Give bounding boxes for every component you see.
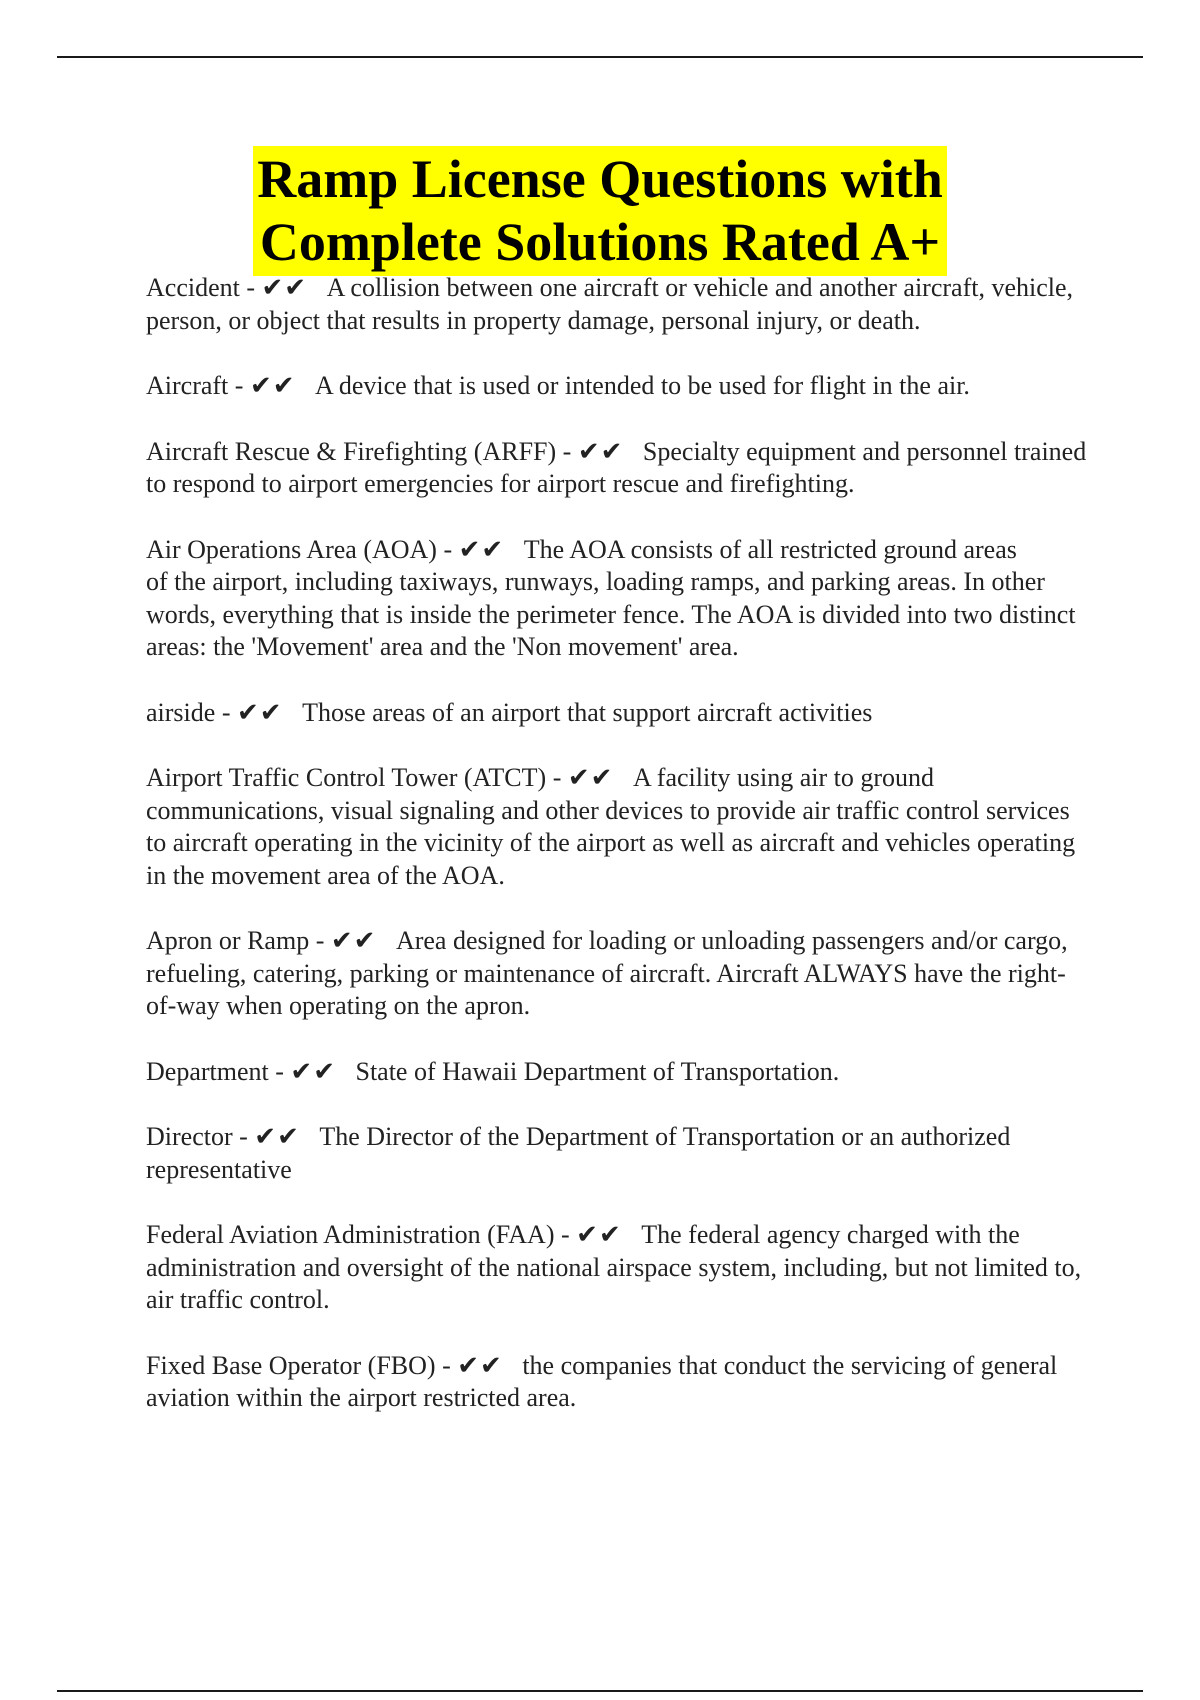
double-check-icon: ✔✔ (249, 371, 296, 400)
page-title (253, 146, 947, 276)
entry-term: Airport Traffic Control Tower (ATCT) (146, 763, 547, 792)
entry-term: Federal Aviation Administration (FAA) (146, 1220, 555, 1249)
entry-definition: A device that is used or intended to be used for flight in the air. (315, 371, 970, 400)
glossary-entry (146, 697, 1096, 730)
glossary-entry (146, 1121, 1096, 1186)
entry-definition: Specialty equipment and personnel trained to respond to airport emergencies for airport rescue and firefighting. (146, 436, 1087, 498)
entry-term: Fixed Base Operator (FBO) (146, 1350, 436, 1380)
glossary-entry (146, 370, 1096, 403)
entry-separator: - (268, 1056, 291, 1086)
bottom-rule (57, 1690, 1143, 1692)
entry-separator: - (228, 371, 250, 400)
entry-definition: State of Hawaii Department of Transportation. (355, 1056, 840, 1086)
entry-separator: - (436, 534, 459, 564)
entry-separator: - (554, 1220, 577, 1249)
double-check-icon: ✔✔ (290, 1056, 336, 1086)
glossary-entry (146, 1056, 1096, 1089)
glossary-entry (146, 762, 1096, 892)
glossary-entry (146, 436, 1096, 501)
entry-separator: - (215, 697, 237, 727)
glossary-entry (146, 1350, 1096, 1415)
entry-separator: - (435, 1350, 458, 1380)
entry-definition: The federal agency charged with the administration and oversight of the national airspace system, including, but not limited to, air traffic control. (146, 1220, 1082, 1314)
entry-term: Department (146, 1056, 269, 1086)
double-check-icon: ✔✔ (567, 763, 614, 792)
entry-definition: The AOA consists of all restricted ground areas (523, 534, 1017, 564)
double-check-icon: ✔✔ (254, 1122, 300, 1151)
entry-term: Apron or Ramp (146, 926, 310, 955)
double-check-icon: ✔✔ (330, 926, 377, 955)
entry-definition: Area designed for loading or unloading passengers and/or cargo, refueling, catering, parking or maintenance of aircraft. Aircraft ALWAYS have the right-of-way when operating on the apron. (146, 926, 1068, 1020)
double-check-icon: ✔✔ (261, 273, 308, 302)
entry-definition: A facility using air to ground communications, visual signaling and other devices to provide air traffic control services to aircraft operating in the vicinity of the airport as well as aircraft and vehicles operating in the movement area of the AOA. (146, 763, 1076, 890)
title-line-2: Complete Solutions Rated A+ (259, 212, 941, 272)
entry-definition: the companies that conduct the servicing of general aviation within the airport restricted area. (146, 1350, 1058, 1412)
title-block (0, 146, 1200, 276)
entry-definition: The Director of the Department of Transportation or an authorized representative (146, 1122, 1011, 1184)
entry-term: Director (146, 1122, 233, 1151)
glossary-entry (146, 925, 1096, 1023)
entry-definition-continuation: of the airport, including taxiways, runways, loading ramps, and parking areas. In other words, everything that is inside the perimeter fence. The AOA is divided into two distinct areas: the 'Movement' area and the 'Non movement' area. (146, 567, 1076, 661)
entry-definition: Those areas of an airport that support aircraft activities (302, 697, 873, 727)
entry-separator: - (239, 273, 262, 302)
double-check-icon: ✔✔ (458, 534, 505, 564)
double-check-icon: ✔✔ (236, 697, 283, 727)
entry-separator: - (546, 763, 568, 792)
double-check-icon: ✔✔ (457, 1350, 503, 1380)
top-rule (57, 56, 1143, 58)
entry-term: airside (146, 697, 216, 727)
entry-definition: A collision between one aircraft or vehicle and another aircraft, vehicle, person, or object that results in property damage, personal injury, or death. (146, 273, 1074, 335)
entry-term: Aircraft Rescue & Firefighting (ARFF) (146, 436, 557, 466)
entry-term: Air Operations Area (AOA) (146, 534, 437, 564)
glossary-entry (146, 272, 1096, 337)
glossary-entry (146, 1219, 1096, 1317)
double-check-icon: ✔✔ (577, 436, 624, 466)
entry-term: Accident (146, 273, 240, 302)
entry-term: Aircraft (146, 371, 229, 400)
title-line-1: Ramp License Questions with (257, 149, 943, 209)
entry-separator: - (309, 926, 331, 955)
entry-separator: - (232, 1122, 255, 1151)
entry-separator: - (556, 436, 578, 466)
glossary-entry (146, 534, 1096, 664)
glossary-list (146, 272, 1096, 1448)
double-check-icon: ✔✔ (576, 1220, 622, 1249)
